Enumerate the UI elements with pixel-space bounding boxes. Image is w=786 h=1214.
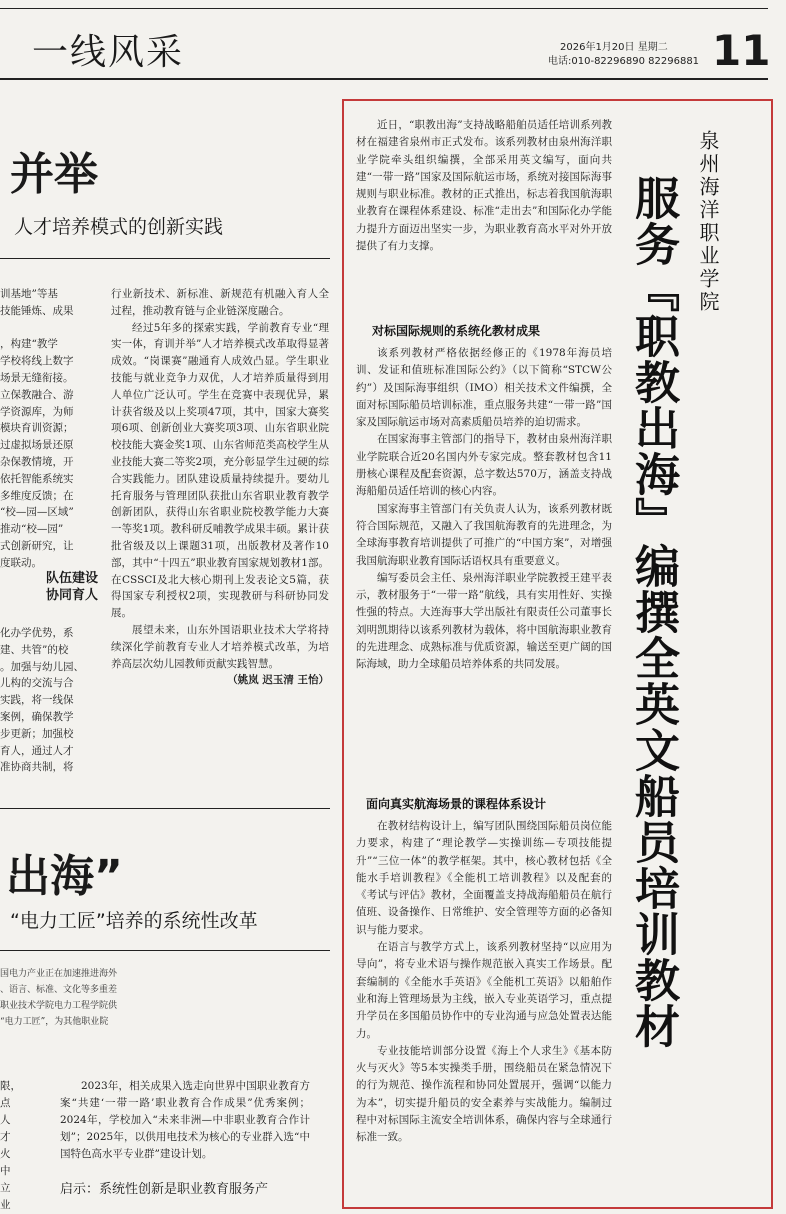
- col-a-line: 学资源库，为师: [0, 405, 74, 418]
- col-a-line: 式创新研究，让: [0, 539, 74, 552]
- header-top-rule: [0, 8, 768, 9]
- left-subhead: 人才培养模式的创新实践: [14, 216, 224, 238]
- header-rule: [0, 78, 768, 80]
- page-number: 11: [712, 26, 771, 75]
- edge-fragment: 限，: [0, 1080, 21, 1092]
- contact-phone: 电话:010-82296890 82296881: [548, 56, 700, 67]
- col-a2-line: 案例，确保教学: [0, 710, 74, 723]
- col-a2-line: 儿构的交流与合: [0, 677, 74, 690]
- school-name: 泉州海洋职业学院: [696, 130, 720, 314]
- article-paragraph: 在教材结构设计上，编写团队围绕国际船员岗位能力要求，构建了“理论教学—实操训练—专项技能提升”“三位一体”的教学框架。其中，核心教材包括《全能水手培训教程》《全能机工培训教程》以及配套的《考试与评估》教材，全面覆盖支持战海船船员在航行值班、设备操作、日常维护、安全管理等方面的必备知识与能力要求。: [356, 820, 612, 936]
- col-a-subhead-line: 协同育人: [46, 588, 99, 603]
- col-a2-line: 。加强与幼儿园、: [0, 660, 84, 673]
- col-a-line: 技能锤炼、成果: [0, 304, 74, 317]
- article-paragraph: 专业技能培训部分设置《海上个人求生》《基本防火与灭火》等5本实操类手册，围绕船员在紧急情况下的行为规范、操作流程和协同处置展开，强调“以能力为本”，切实提升船员的安全素养与实战能力。编制过程中对标国际主流安全培训体系，确保内容与全球通行标准一致。: [356, 1044, 612, 1144]
- col-a-line: 学校将线上数字: [0, 355, 74, 368]
- col-b-paragraph: 经过5年多的探索实践，学前教育专业“理实一体，育训并举”人才培养模式改革取得显著成效。“岗课赛”融通育人成效凸显。学生职业技能与就业竞争力双优，人才培养质量得到用人单位广泛认可。学生在竞赛中表现优异，累计获省级及以上奖项47项，其中，国家大赛奖项6项、创新创业大赛奖项3项、山东省职业院校技能大赛金奖1项、山东省师范类高校学生从业技能大赛二等奖2项，充分彰显学生过硬的综合实践能力。团队建设质量持续提升。要幼儿托育服务与管理团队获批山东省职业教育教学创新团队，获得山东省职业院校教学能力大赛一等奖1项。教科研反哺教学成果丰硕。累计获批省级及以上课题31项，出版教材及著作10部，其中“十四五”职业教育国家规划教材1部。在CSSCI及北大核心期刊上发表论文5篇，获得国家专利授权2项，实现教研与科研协同发展。: [111, 321, 329, 620]
- left-headline-2: 出海”: [6, 851, 123, 902]
- issue-date: 2026年1月20日 星期二: [560, 42, 668, 53]
- article-section-1: [356, 345, 612, 674]
- col-a2-line: 育人，通过人才: [0, 744, 74, 757]
- article-paragraph: 该系列教材严格依据经修正的《1978年海员培训、发证和值班标准国际公约》（以下简称“STCW公约”）及国际海事组织（IMO）相关技术文件编撰，全面对标国际船员培训标准，重点服务共建“一带一路”国家及国际航运市场对高素质船员培养的迫切需求。: [356, 347, 612, 429]
- article-title: 服务『职教出海』编撰全英文船员培训教材: [627, 175, 680, 1049]
- article-section-2: [356, 818, 612, 1147]
- col-a-line: 训基地”等基: [0, 288, 58, 300]
- col-a2-line: 准协商共制，将: [0, 761, 74, 774]
- col-a-subhead-line: 队伍建设: [46, 571, 99, 586]
- section-heading-2: 面向真实航海场景的课程体系设计: [366, 797, 547, 811]
- article-intro: [356, 117, 612, 255]
- col-a-line: 多维度反馈；在: [0, 489, 74, 502]
- col-a-subhead: [46, 570, 106, 604]
- col-b-paragraph: 行业新技术、新标准、新规范有机融入育人全过程，推动教育链与企业链深度融合。: [111, 288, 329, 317]
- left-story-divider: [0, 808, 330, 809]
- byline-credit: （姚岚 迟玉清 王怡）: [227, 674, 329, 687]
- col-a2-line: 实践，将一线保: [0, 694, 74, 707]
- col-a-line: 场景无缝衔接。: [0, 371, 74, 384]
- col-a-line: 度联动。: [0, 556, 42, 569]
- section-heading-1: 对标国际规则的系统化教材成果: [372, 324, 541, 338]
- lead-line: 、语言、标准、文化等多重差: [0, 985, 118, 995]
- article-paragraph: 国家海事主管部门有关负责人认为，该系列教材既符合国际规范，又融入了我国航海教育的先进理念，为全球海事教育培训提供了可推广的“中国方案”，对增强我国航海职业教育国际话语权具有重要意义。: [356, 502, 612, 567]
- col-b-paragraph: 展望未来，山东外国语职业技术大学将持续深化学前教育专业人才培养模式改革，为培养高层次幼儿园教师贡献实践智慧。: [111, 623, 329, 670]
- edge-fragment: 立: [0, 1182, 11, 1194]
- left-headline: 并举: [10, 149, 98, 200]
- col-a2-line: 步更新；加强校: [0, 727, 74, 740]
- col-a2-line: 化办学优势，系: [0, 627, 74, 639]
- left-lower-edge: [0, 1078, 21, 1214]
- col-a-line: [0, 320, 98, 337]
- col-a-line: ，构建“教学: [0, 338, 58, 351]
- lead-line: 国电力产业正在加速推进海外: [0, 969, 118, 979]
- left-column-a2: [0, 625, 98, 776]
- article-paragraph: 编写委员会主任、泉州海洋职业学院教授王建平表示，教材服务于“一带一路”航线，具有实用性好、实操性强的特点。大连海事大学出版社有限责任公司董事长刘明凯期待以该系列教材为载体，将中国航海职业教育的先进理念、成熟标准与优质资源，输送至更广阔的国际海域，助力全球船员培养体系的共同发展。: [356, 571, 612, 671]
- lower-paragraph: 2023年，相关成果入选走向世界中国职业教育方案“共建‘一带一路’职业教育合作成果”优秀案例；2024年，学校加入“未来非洲—中非职业教育合作计划”；2025年，以供用电技术为核心的专业群入选“中国特色高水平专业群”建设计划。: [60, 1080, 310, 1160]
- bottom-subhead: 启示：系统性创新是职业教育服务产: [60, 1182, 269, 1197]
- edge-fragment: 业: [0, 1199, 11, 1211]
- col-a-line: 杂保教情境，开: [0, 455, 74, 468]
- intro-paragraph: 近日，“职教出海”支持战略船舶员适任培训系列教材在福建省泉州市正式发布。该系列教材由泉州海洋职业学院牵头组织编撰，全部采用英文编写，面向共建“一带一路”国家及国际航运市场，系统对接国际海事规则与职业标准。教材的正式推出，标志着我国航海职业教育在课程体系建设、标准“走出去”和国际化办学能力提升方面迈出坚实一步，为职业教育高水平对外开放提供了有力支撑。: [356, 119, 612, 253]
- section-title: 一线风采: [32, 32, 185, 73]
- lead-paragraph-fragment: [0, 966, 170, 1030]
- col-a-line: 推动“校—园”: [0, 523, 64, 536]
- left-lower-paragraph: [60, 1078, 310, 1163]
- col-a-line: 模块育训资源；: [0, 422, 74, 435]
- edge-fragment: 人: [0, 1114, 11, 1126]
- lead-line: 职业技术学院电力工程学院供: [0, 1001, 118, 1011]
- left-subhead-2: “电力工匠”培养的系统性改革: [10, 910, 258, 932]
- col-a-line: 立保教融合、游: [0, 388, 74, 401]
- left-column-b: [111, 286, 329, 689]
- edge-fragment: 火: [0, 1148, 11, 1160]
- col-a-line: 过虚拟场景还原: [0, 439, 74, 452]
- col-a-line: “校—园—区域”: [0, 506, 74, 519]
- lead-line: “电力工匠”，为其他职业院: [0, 1017, 109, 1027]
- col-a-line: 依托智能系统实: [0, 472, 74, 485]
- article-paragraph: 在语言与教学方式上，该系列教材坚持“以应用为导向”，将专业术语与操作规范嵌入真实工作场景。配套编制的《全能水手英语》《全能机工英语》以船舶作业和海上管理场景为主线，嵌入专业英语学习，重点提升学员在多国船员协作中的专业沟通与应急处置表达能力。: [356, 941, 612, 1040]
- left-column-a: [0, 286, 98, 572]
- article-paragraph: 在国家海事主管部门的指导下，教材由泉州海洋职业学院联合近20名国内外专家完成。整套教材包含11册核心课程及配套资源，总字数达570万，涵盖支持战海船船员适任培训的核心内容。: [356, 433, 612, 498]
- edge-fragment: 才: [0, 1131, 11, 1143]
- col-a2-line: 建、共管”的校: [0, 643, 69, 656]
- left-sub-rule: [0, 258, 330, 259]
- edge-fragment: 中: [0, 1165, 11, 1177]
- left-sub2-rule: [0, 950, 330, 951]
- edge-fragment: 点: [0, 1097, 11, 1109]
